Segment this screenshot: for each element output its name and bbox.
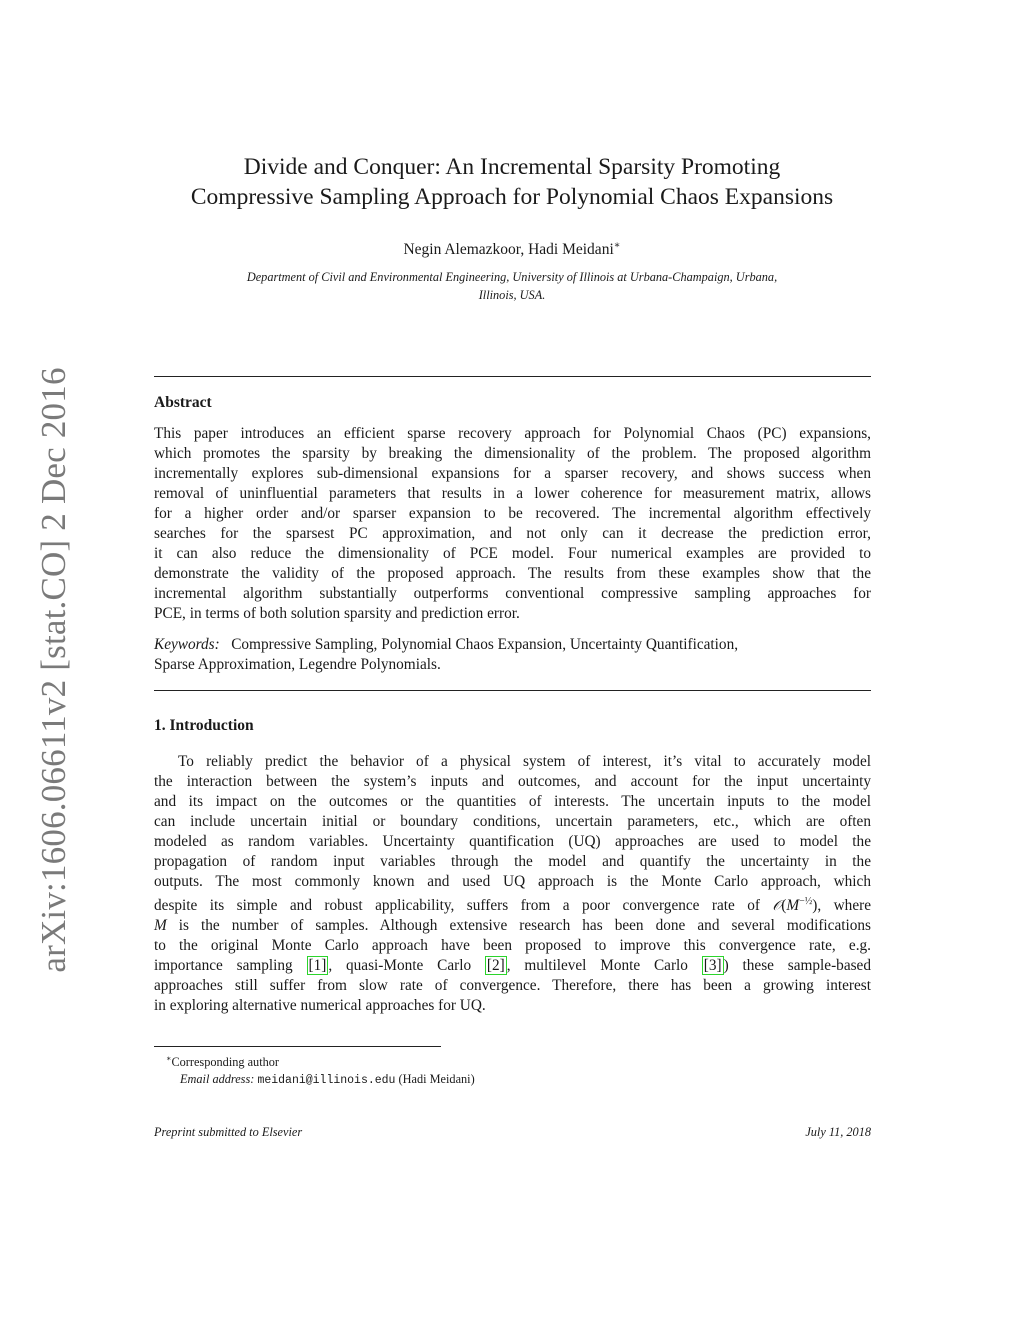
intro-line: approaches still suffer from slow rate of convergence. Therefore, there has been a growing interest: [154, 977, 871, 994]
intro-line: [154, 916, 871, 936]
abstract-top-rule: [154, 376, 871, 377]
intro-line: can include uncertain initial or boundary conditions, uncertain parameters, etc., which are often: [154, 813, 871, 830]
footnote-corresponding-text: Corresponding author: [171, 1055, 280, 1070]
author-list: [140, 240, 884, 259]
citation-link-3[interactable]: [3]: [703, 957, 722, 974]
arxiv-identifier[interactable]: arXiv:1606.06611v2 [stat.CO] 2 Dec 2016: [34, 367, 73, 973]
email-owner: (Hadi Meidani): [398, 1072, 475, 1087]
keywords-line-2: Sparse Approximation, Legendre Polynomials.: [154, 656, 441, 673]
abstract-line: for a higher order and/or sparser expansion to be recovered. The incremental algorithm effectively: [154, 505, 871, 522]
email-label: Email address:: [180, 1072, 255, 1087]
intro-text: ) these sample-based: [723, 957, 871, 974]
math-variable-m: M: [154, 917, 167, 934]
paper-title: [140, 152, 884, 212]
abstract-body: [154, 424, 871, 624]
math-exponent: −½: [799, 896, 813, 907]
citation-link-1[interactable]: [1]: [308, 957, 327, 974]
intro-text: ), where: [812, 897, 871, 914]
author-names: Negin Alemazkoor, Hadi Meidani: [403, 241, 614, 259]
intro-line: to the original Monte Carlo approach have been proposed to improve this convergence rate, e.g.: [154, 937, 871, 954]
keywords: [154, 635, 871, 675]
title-line-2: Compressive Sampling Approach for Polynomial Chaos Expansions: [190, 184, 834, 210]
abstract-line: demonstrate the validity of the proposed approach. The results from these examples show that the: [154, 565, 871, 582]
abstract-line: This paper introduces an efficient sparse recovery approach for Polynomial Chaos (PC) expansions,: [154, 425, 871, 442]
intro-line: [154, 892, 871, 916]
footnote-rule: [154, 1046, 441, 1047]
abstract-line: searches for the sparsest PC approximation, and not only can it decrease the prediction error,: [154, 525, 871, 542]
affiliation-line-2: Illinois, USA.: [478, 288, 546, 302]
section-heading-introduction: 1. Introduction: [154, 717, 254, 734]
intro-text: , multilevel Monte Carlo: [506, 957, 702, 974]
affiliation-line-1: Department of Civil and Environmental Engineering, University of Illinois at Urbana-Champaign, Urbana,: [246, 270, 778, 284]
keywords-label: Keywords:: [154, 636, 220, 653]
affiliation: [150, 268, 874, 304]
math-paren: (: [781, 897, 787, 914]
intro-line: and its impact on the outcomes or the quantities of interests. The uncertain inputs to the model: [154, 793, 871, 810]
email-link[interactable]: meidani@illinois.edu: [257, 1074, 396, 1088]
keywords-line-1: Compressive Sampling, Polynomial Chaos Expansion, Uncertainty Quantification,: [231, 636, 739, 653]
arxiv-stamp: [34, 367, 74, 973]
abstract-line: which promotes the sparsity by breaking the dimensionality of the problem. The proposed algorithm: [154, 445, 871, 462]
intro-text: despite its simple and robust applicability, suffers from a poor convergence rate of: [154, 897, 773, 914]
title-line-1: Divide and Conquer: An Incremental Sparsity Promoting: [243, 154, 781, 180]
footnote-mark: ∗: [166, 1054, 172, 1063]
corresponding-author-mark[interactable]: ∗: [613, 240, 621, 251]
abstract-line: PCE, in terms of both solution sparsity and prediction error.: [154, 605, 520, 622]
footnotes: [166, 1050, 475, 1089]
citation-link-2[interactable]: [2]: [486, 957, 505, 974]
intro-line: in exploring alternative numerical approaches for UQ.: [154, 997, 486, 1014]
intro-line: modeled as random variables. Uncertainty quantification (UQ) approaches are used to model the: [154, 833, 871, 850]
abstract-line: incrementally explores sub-dimensional expansions for a sparser recovery, and shows success when: [154, 465, 871, 482]
intro-text: , quasi-Monte Carlo: [328, 957, 485, 974]
intro-line: the interaction between the system’s inputs and outcomes, and account for the input uncertainty: [154, 773, 871, 790]
footer-date: July 11, 2018: [805, 1125, 871, 1139]
intro-text: importance sampling: [154, 957, 307, 974]
intro-line: propagation of random input variables through the model and quantify the uncertainty in the: [154, 853, 871, 870]
introduction-body: [154, 752, 871, 1016]
footnote-email: [166, 1071, 475, 1089]
abstract-line: removal of uninfluential parameters that results in a lower coherence for measurement matrix, allows: [154, 485, 871, 502]
abstract-bottom-rule: [154, 690, 871, 691]
intro-line: outputs. The most commonly known and used UQ approach is the Monte Carlo approach, which: [154, 873, 871, 890]
big-o-symbol: 𝒪: [772, 898, 782, 914]
abstract-heading: Abstract: [154, 394, 212, 411]
footnote-corresponding: [166, 1050, 475, 1071]
intro-line: To reliably predict the behavior of a physical system of interest, it’s vital to accurately model: [178, 753, 871, 770]
math-variable-m: M: [786, 897, 800, 914]
abstract-line: incremental algorithm substantially outperforms conventional compressive sampling approaches for: [154, 585, 871, 602]
abstract-line: it can also reduce the dimensionality of PCE model. Four numerical examples are provided to: [154, 545, 871, 562]
intro-text: is the number of samples. Although extensive research has been done and several modifications: [166, 917, 871, 934]
intro-line: [154, 956, 871, 976]
footer-submission-note: Preprint submitted to Elsevier: [154, 1125, 303, 1139]
